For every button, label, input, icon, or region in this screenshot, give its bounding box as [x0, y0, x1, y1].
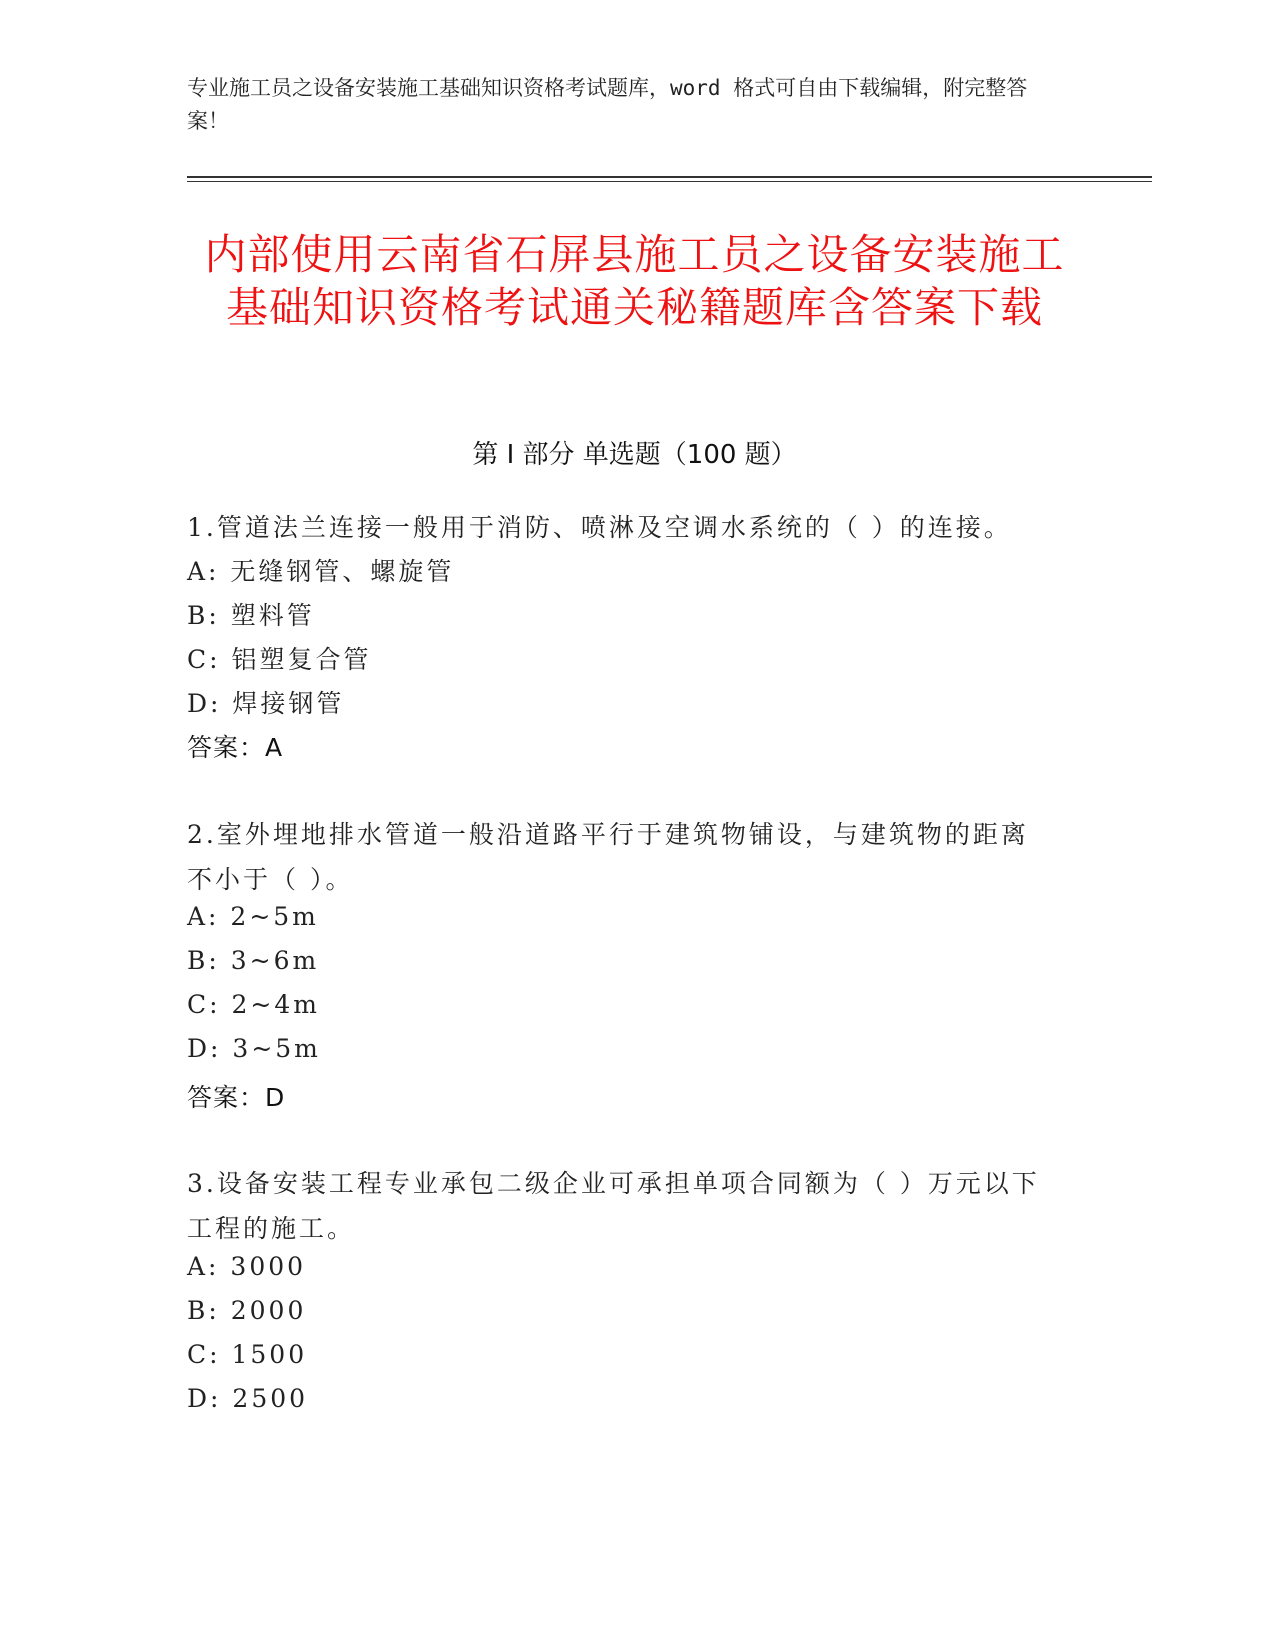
section-heading: 第 I 部分 单选题（100 题） [472, 440, 797, 470]
question-2-option-d: D: 3~5m [187, 1034, 321, 1063]
question-2-option-b: B: 3~6m [187, 946, 320, 975]
question-3-text: 3.设备安装工程专业承包二级企业可承担单项合同额为（ ）万元以下工程的施工。 [187, 1169, 1040, 1243]
document-title: 内部使用云南省石屏县施工员之设备安装施工基础知识资格考试通关秘籍题库含答案下载 [204, 230, 1065, 332]
question-1-text: 1.管道法兰连接一般用于消防、喷淋及空调水系统的（ ）的连接。 [187, 513, 1012, 542]
question-1-option-c: C: 铝塑复合管 [187, 645, 372, 674]
question-1-option-d: D: 焊接钢管 [187, 689, 345, 718]
question-1-option-a: A: 无缝钢管、螺旋管 [187, 557, 455, 586]
header-divider-thin [187, 181, 1152, 182]
question-3-option-b: B: 2000 [187, 1296, 307, 1325]
question-1-answer: 答案：A [187, 733, 284, 762]
question-1-option-b: B: 塑料管 [187, 601, 315, 630]
question-3-option-d: D: 2500 [187, 1384, 309, 1413]
question-3-option-c: C: 1500 [187, 1340, 308, 1369]
question-2-option-c: C: 2~4m [187, 990, 320, 1019]
question-2-text: 2.室外埋地排水管道一般沿道路平行于建筑物铺设，与建筑物的距离不小于（ ）。 [187, 820, 1029, 894]
question-2-option-a: A: 2~5m [187, 902, 319, 931]
question-3-option-a: A: 3000 [187, 1252, 307, 1281]
header-note: 专业施工员之设备安装施工基础知识资格考试题库，word 格式可自由下载编辑，附完整答案！ [187, 76, 1028, 133]
header-divider-thick [187, 176, 1152, 178]
question-2-answer: 答案：D [187, 1083, 286, 1112]
